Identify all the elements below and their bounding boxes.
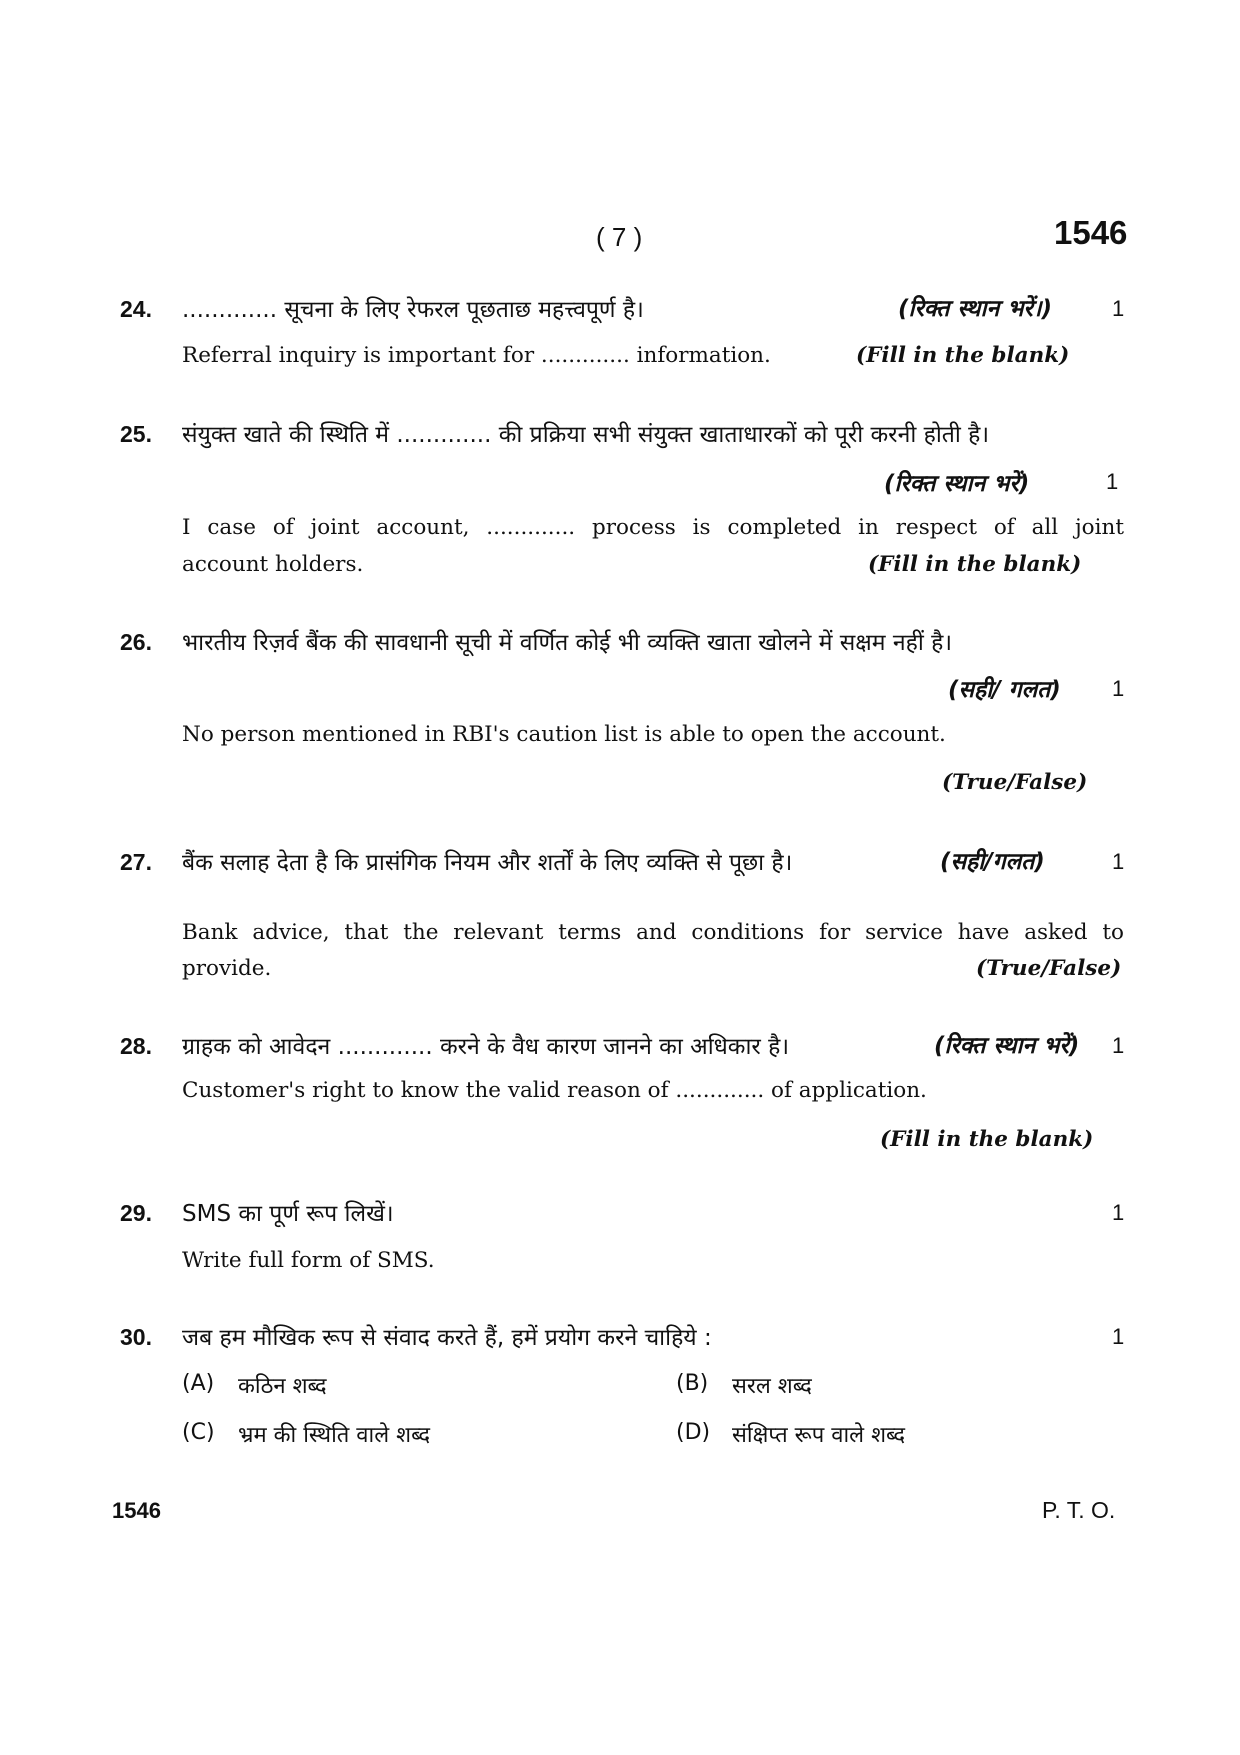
question-english-text: Bank advice, that the relevant terms and conditions for service have asked to <box>182 920 1124 945</box>
question-marks: 1 <box>1112 849 1125 874</box>
question-number: 25. <box>120 421 152 447</box>
question-english-text: No person mentioned in RBI's caution list is able to open the account. <box>182 722 946 747</box>
question-hindi-text: संयुक्त खाते की स्थिति में ............. की प्रक्रिया सभी संयुक्त खाताधारकों को पूरी करनी होती है। <box>182 422 990 448</box>
option-label: (B) <box>676 1371 709 1396</box>
question-marks: 1 <box>1112 1200 1125 1225</box>
question-type-hindi: (रिक्त स्थान भरें।) <box>898 296 1053 322</box>
question-english-text: Referral inquiry is important for ............. information. <box>182 343 771 368</box>
question-marks: 1 <box>1112 676 1125 701</box>
option-text: सरल शब्द <box>732 1374 812 1399</box>
question-type-english: (Fill in the blank) <box>880 1127 1094 1152</box>
question-number: 24. <box>120 296 152 322</box>
question-english-text-continued: provide. <box>182 956 272 981</box>
question-type-hindi: (सही/ गलत) <box>948 677 1061 703</box>
question-marks: 1 <box>1112 1324 1125 1349</box>
question-hindi-text: ग्राहक को आवेदन ............. करने के वैध कारण जानने का अधिकार है। <box>182 1034 790 1060</box>
option-text: संक्षिप्त रूप वाले शब्द <box>732 1423 906 1448</box>
question-marks: 1 <box>1112 1033 1125 1058</box>
question-type-english: (True/False) <box>942 770 1088 795</box>
question-hindi-text: ............. सूचना के लिए रेफरल पूछताछ महत्त्वपूर्ण है। <box>182 297 644 323</box>
paper-code-footer: 1546 <box>112 1498 161 1523</box>
question-hindi-text: भारतीय रिज़र्व बैंक की सावधानी सूची में वर्णित कोई भी व्यक्ति खाता खोलने में सक्षम नहीं है। <box>182 630 953 656</box>
question-type-english: (Fill in the blank) <box>868 552 1082 577</box>
question-number: 27. <box>120 849 152 875</box>
question-type-hindi: (रिक्त स्थान भरें) <box>934 1033 1080 1059</box>
question-english-text: Write full form of SMS. <box>182 1248 435 1273</box>
option-label: (D) <box>676 1420 711 1445</box>
question-number: 26. <box>120 629 152 655</box>
question-hindi-text: SMS का पूर्ण रूप लिखें। <box>182 1201 394 1227</box>
question-hindi-text: बैंक सलाह देता है कि प्रासंगिक नियम और शर्तों के लिए व्यक्ति से पूछा है। <box>182 850 793 876</box>
question-type-english: (True/False) <box>976 956 1122 981</box>
option-text: कठिन शब्द <box>238 1374 327 1399</box>
question-type-english: (Fill in the blank) <box>856 343 1070 368</box>
question-number: 28. <box>120 1033 152 1059</box>
question-english-text-continued: account holders. <box>182 552 364 577</box>
option-label: (C) <box>182 1420 215 1445</box>
question-english-text: I case of joint account, ............. process is completed in respect of all joint <box>182 515 1124 540</box>
please-turn-over: P. T. O. <box>1042 1497 1116 1523</box>
option-text: भ्रम की स्थिति वाले शब्द <box>238 1423 431 1448</box>
question-type-hindi: (सही/गलत) <box>940 849 1045 875</box>
question-number: 30. <box>120 1324 152 1350</box>
option-label: (A) <box>182 1371 215 1396</box>
question-type-hindi: (रिक्त स्थान भरें) <box>884 471 1030 497</box>
question-hindi-text: जब हम मौखिक रूप से संवाद करते हैं, हमें प्रयोग करने चाहिये : <box>182 1325 712 1351</box>
question-marks: 1 <box>1106 469 1119 494</box>
question-english-text: Customer's right to know the valid reason of ............. of application. <box>182 1078 927 1103</box>
question-number: 29. <box>120 1200 152 1226</box>
page-number: ( 7 ) <box>596 222 643 252</box>
question-marks: 1 <box>1112 296 1125 321</box>
paper-code-header: 1546 <box>1054 214 1128 251</box>
